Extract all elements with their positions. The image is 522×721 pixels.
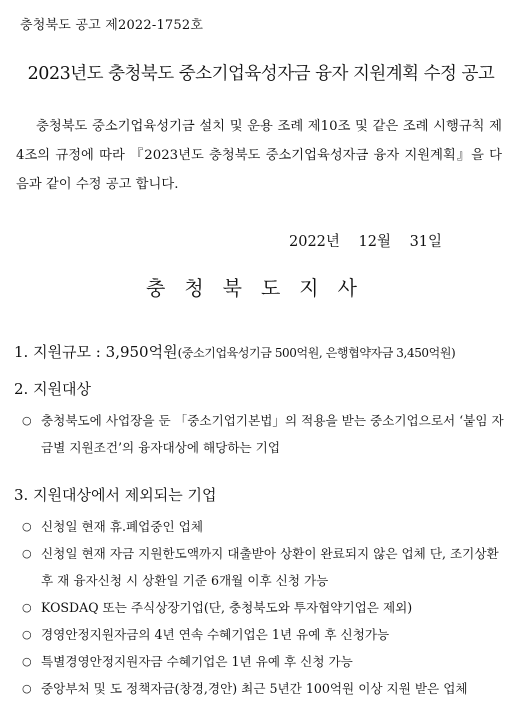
excluded-list xyxy=(14,513,510,702)
bullet-circle-icon: ○ xyxy=(22,414,32,427)
support-scale-detail: (중소기업육성기금 500억원, 은행협약자금 3,450억원) xyxy=(177,346,456,360)
support-target-heading: 2. 지원대상 xyxy=(14,380,92,398)
bullet-circle-icon: ○ xyxy=(22,655,32,668)
list-item xyxy=(14,513,510,540)
list-item xyxy=(14,621,510,648)
list-item xyxy=(14,648,510,675)
list-item xyxy=(14,675,510,702)
support-scale-heading xyxy=(14,341,510,362)
list-item-text: 신청일 현재 휴.폐업중인 업체 xyxy=(41,519,203,534)
list-item-text: KOSDAQ 또는 주식상장기업(단, 충청북도와 투자협약기업은 제외) xyxy=(41,600,413,615)
list-item-text: 신청일 현재 자금 지원한도액까지 대출받아 상환이 완료되지 않은 업체 단, 조기상환 후 재 융자신청 시 상환일 기준 6개월 이후 신청 가능 xyxy=(41,546,499,588)
support-scale-amount: 3,950억원 xyxy=(105,343,178,361)
intro-paragraph xyxy=(16,112,502,199)
bullet-circle-icon: ○ xyxy=(22,628,32,641)
list-item-text: 특별경영안정지원자금 수혜기업은 1년 유예 후 신청 가능 xyxy=(41,654,353,669)
excluded-heading: 3. 지원대상에서 제외되는 기업 xyxy=(14,486,217,504)
bullet-circle-icon: ○ xyxy=(22,601,32,614)
bullet-circle-icon: ○ xyxy=(22,682,32,695)
intro-text: 충청북도 중소기업육성기금 설치 및 운용 조례 제10조 및 같은 조례 시행규칙 제4조의 규정에 따라 『2023년도 충청북도 중소기업육성자금 융자 지원계획』을 다음과 같이 수정 공고 합니다. xyxy=(16,119,502,192)
support-target-list xyxy=(14,407,510,461)
list-item-text: 충청북도에 사업장을 둔 「중소기업기본법」의 적용을 받는 중소기업으로서 ‘붙임 자금별 지원조건’의 융자대상에 해당하는 기업 xyxy=(41,413,504,455)
list-item-text: 중앙부처 및 도 정책자금(창경,경안) 최근 5년간 100억원 이상 지원 받은 업체 xyxy=(41,681,468,696)
issuer-name: 충청북도지사 xyxy=(146,276,376,300)
support-scale-label: 1. 지원규모 : xyxy=(14,343,101,361)
bullet-circle-icon: ○ xyxy=(22,520,32,533)
section-support-scale xyxy=(14,341,510,362)
list-item xyxy=(14,594,510,621)
document-title: 2023년도 충청북도 중소기업육성자금 융자 지원계획 수정 공고 xyxy=(27,64,495,84)
list-item-text: 경영안정지원자금의 4년 연속 수혜기업은 1년 유예 후 신청가능 xyxy=(41,627,390,642)
document-number: 충청북도 공고 제2022-1752호 xyxy=(20,18,204,33)
bullet-circle-icon: ○ xyxy=(22,547,32,560)
announcement-date: 2022년 12월 31일 xyxy=(289,234,443,250)
list-item xyxy=(14,407,510,461)
section-excluded-companies xyxy=(14,484,510,702)
section-support-target xyxy=(14,378,510,461)
list-item xyxy=(14,540,510,594)
